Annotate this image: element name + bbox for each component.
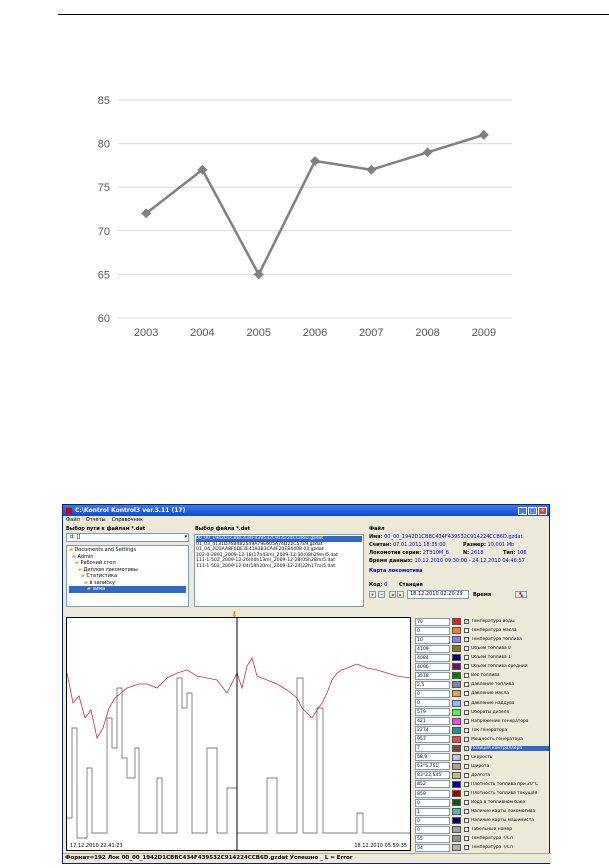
param-name: Температура масла bbox=[470, 628, 517, 634]
menu-reports[interactable]: Отчеты bbox=[85, 517, 106, 523]
param-checkbox[interactable] bbox=[464, 836, 469, 841]
data-point bbox=[479, 130, 489, 140]
param-color-swatch[interactable] bbox=[452, 618, 461, 625]
param-name: Наличие карты локомотива bbox=[470, 809, 536, 815]
param-checkbox[interactable] bbox=[464, 728, 469, 733]
cursor-time-field[interactable]: 18.12.2010 02:20:29 bbox=[407, 590, 469, 599]
param-checkbox[interactable] bbox=[464, 701, 469, 706]
param-checkbox[interactable] bbox=[464, 845, 469, 850]
param-checkbox[interactable] bbox=[464, 791, 469, 796]
param-row[interactable] bbox=[415, 816, 549, 825]
water-temperature-trace bbox=[67, 658, 410, 738]
close-button[interactable]: ✕ bbox=[538, 507, 547, 515]
x-axis-ticks bbox=[134, 327, 496, 339]
n-row: N: 2618 bbox=[463, 550, 484, 556]
param-name: Табельный номер bbox=[470, 827, 513, 833]
marker-icon[interactable]: ▚ bbox=[515, 591, 527, 598]
param-checkbox[interactable] bbox=[464, 818, 469, 823]
param-value: 58,9 bbox=[415, 753, 450, 761]
param-value: 0 bbox=[415, 799, 450, 807]
line-chart bbox=[80, 88, 520, 348]
param-color-swatch[interactable] bbox=[452, 745, 461, 752]
param-checkbox[interactable] bbox=[464, 782, 469, 787]
tree-item[interactable]: ▰ Admin bbox=[72, 553, 94, 560]
param-color-swatch[interactable] bbox=[452, 826, 461, 833]
param-name: Давление наддува bbox=[470, 700, 515, 706]
param-checkbox[interactable] bbox=[464, 719, 469, 724]
param-checkbox[interactable] bbox=[464, 673, 469, 678]
param-checkbox[interactable] bbox=[464, 773, 469, 778]
param-name: Позиция контроллера bbox=[471, 746, 549, 751]
param-name: Обороты дизеля bbox=[470, 709, 510, 715]
param-value: 70 bbox=[415, 618, 450, 626]
param-row[interactable] bbox=[415, 798, 549, 807]
title-bar bbox=[63, 505, 549, 516]
file-item[interactable]: 102-0-2891_2009-12-18(17h43m)_2009-12-30(08h29m)5.dat bbox=[196, 552, 338, 558]
file-section-label: Файл bbox=[369, 526, 385, 532]
param-color-swatch[interactable] bbox=[452, 700, 461, 707]
param-color-swatch[interactable] bbox=[452, 790, 461, 797]
param-color-swatch[interactable] bbox=[452, 844, 461, 851]
param-row[interactable] bbox=[415, 698, 549, 707]
param-value: 579 bbox=[415, 708, 450, 716]
param-checkbox[interactable] bbox=[464, 827, 469, 832]
y-tick-label: 60 bbox=[97, 313, 110, 325]
time-row: Время данных: 10.12.2010 09:30:00 - 24.12.2010 04:46:57 bbox=[369, 558, 525, 564]
param-value: 4096 bbox=[415, 663, 450, 671]
series-points bbox=[141, 130, 489, 279]
x-tick-label: 2006 bbox=[302, 327, 328, 339]
param-name: Ток генератора bbox=[470, 727, 508, 733]
x-tick-label: 2008 bbox=[415, 327, 440, 339]
param-name: Плотность топлива при 20°C bbox=[470, 781, 539, 787]
param-color-swatch[interactable] bbox=[452, 772, 461, 779]
data-point bbox=[310, 156, 320, 166]
param-checkbox[interactable]: ✓ bbox=[465, 745, 469, 751]
file-item[interactable]: 111-1-502_2009-12-04(19h20m)_2009-12-24(22h17m)5.dat bbox=[196, 563, 335, 569]
x-tick-label: 2007 bbox=[359, 327, 384, 339]
param-color-swatch[interactable] bbox=[452, 718, 461, 725]
param-row[interactable] bbox=[415, 644, 549, 653]
param-value: 957 bbox=[415, 735, 450, 743]
zoom-in-icon[interactable]: + bbox=[370, 592, 375, 597]
param-value: 1 bbox=[415, 808, 450, 816]
y-tick-label: 75 bbox=[97, 182, 110, 195]
plot-start-time: 17.12.2010 22:41:23 bbox=[70, 843, 123, 849]
param-name: Объем топлива средний bbox=[470, 664, 528, 670]
param-color-swatch[interactable] bbox=[452, 636, 461, 643]
param-value: 83°22,545' bbox=[415, 771, 450, 779]
param-checkbox[interactable] bbox=[464, 664, 469, 669]
param-value: 421 bbox=[415, 717, 450, 725]
read-row: Считан: 07.01.2011 18:35:00 bbox=[369, 542, 446, 548]
chart-grid bbox=[118, 100, 512, 318]
param-name: Температура воды bbox=[471, 619, 515, 625]
param-value: 54 bbox=[415, 844, 450, 852]
type-row: Тип: 106 bbox=[503, 550, 527, 556]
param-value: 0 bbox=[415, 826, 450, 834]
zoom-out-icon[interactable]: − bbox=[379, 592, 384, 597]
param-row[interactable] bbox=[415, 671, 549, 680]
param-color-swatch[interactable] bbox=[452, 627, 461, 634]
param-row[interactable] bbox=[415, 617, 549, 626]
param-row[interactable] bbox=[415, 843, 549, 852]
drive-value: d: [] bbox=[70, 534, 81, 540]
param-value: 0 bbox=[415, 817, 450, 825]
param-value: 53°5,751' bbox=[415, 762, 450, 770]
param-row[interactable] bbox=[415, 726, 549, 735]
param-color-swatch[interactable] bbox=[452, 727, 461, 734]
y-tick-label: 80 bbox=[97, 138, 110, 151]
param-color-swatch[interactable] bbox=[452, 663, 461, 670]
param-color-swatch[interactable] bbox=[452, 645, 461, 652]
controller-position-trace bbox=[67, 678, 410, 838]
param-value: 0 bbox=[415, 627, 450, 635]
header-rule bbox=[58, 14, 609, 15]
param-color-swatch[interactable] bbox=[452, 817, 461, 824]
cursor-marker-icon[interactable]: ⬇ bbox=[231, 610, 238, 619]
param-name: Объем топлива 1 bbox=[470, 655, 511, 661]
param-row[interactable] bbox=[415, 744, 549, 753]
param-name: Наличие карты машиниста bbox=[470, 818, 534, 824]
telemetry-svg bbox=[67, 618, 410, 850]
data-point bbox=[423, 147, 433, 157]
param-value: 2274 bbox=[415, 726, 450, 734]
telemetry-plot[interactable] bbox=[66, 610, 411, 851]
param-color-swatch[interactable] bbox=[452, 835, 461, 842]
tree-item-selected[interactable]: ▰ зима bbox=[69, 586, 186, 593]
app-icon bbox=[66, 508, 72, 514]
menu-file[interactable]: Файл bbox=[66, 517, 80, 523]
folder-tree[interactable] bbox=[66, 545, 189, 607]
param-checkbox[interactable]: ✓ bbox=[465, 619, 469, 625]
window-title: C:\Kontrol Kontrol3 ver.3.11 (17) bbox=[75, 507, 186, 514]
param-row[interactable] bbox=[415, 771, 549, 780]
param-value: 10 bbox=[415, 636, 450, 644]
tree-item[interactable]: ▰ в записку bbox=[84, 579, 115, 586]
y-tick-label: 70 bbox=[97, 225, 110, 238]
param-row[interactable] bbox=[415, 708, 549, 717]
code-row: Код: 0 bbox=[369, 582, 388, 588]
param-color-swatch[interactable] bbox=[452, 754, 461, 761]
param-value: 2,5 bbox=[415, 681, 450, 689]
param-value: 4109 bbox=[415, 645, 450, 653]
folder-icon: ▰ bbox=[72, 553, 76, 560]
param-checkbox[interactable] bbox=[464, 646, 469, 651]
prev-icon[interactable]: ◂ bbox=[389, 591, 396, 598]
param-row[interactable] bbox=[415, 834, 549, 843]
station-label: Станция bbox=[399, 582, 423, 588]
data-point bbox=[366, 165, 376, 175]
param-name: Объем топлива 0 bbox=[470, 646, 511, 652]
kontrol-window bbox=[62, 504, 550, 864]
param-color-swatch[interactable] bbox=[452, 709, 461, 716]
tree-item[interactable]: ▰ Рабочий стол bbox=[75, 560, 116, 566]
param-checkbox[interactable] bbox=[464, 655, 469, 660]
param-name: Мощность генератора bbox=[470, 736, 523, 742]
file-item[interactable]: 01_03_4131D76B4B2549A79E605A74D22C57E9.gzdat bbox=[196, 541, 323, 547]
param-row[interactable] bbox=[415, 689, 549, 698]
param-row[interactable] bbox=[415, 680, 549, 689]
param-row[interactable] bbox=[415, 753, 549, 762]
chevron-down-icon: ▾ bbox=[184, 534, 187, 540]
folder-icon: ▰ bbox=[69, 547, 73, 553]
file-list[interactable] bbox=[194, 534, 364, 607]
tree-item[interactable]: ▰ Диплом локомотивы bbox=[78, 566, 138, 573]
param-checkbox[interactable] bbox=[464, 691, 469, 696]
param-checkbox[interactable] bbox=[464, 755, 469, 760]
param-row[interactable] bbox=[415, 762, 549, 771]
param-color-swatch[interactable] bbox=[452, 763, 461, 770]
y-tick-label: 85 bbox=[97, 95, 110, 107]
x-tick-label: 2003 bbox=[133, 327, 159, 339]
param-row[interactable] bbox=[415, 662, 549, 671]
param-name: Вода в топливном баке bbox=[470, 800, 526, 806]
param-checkbox[interactable] bbox=[464, 710, 469, 715]
drive-select[interactable] bbox=[66, 533, 189, 542]
param-value: 4084 bbox=[415, 654, 450, 662]
folder-icon: ▰ bbox=[84, 579, 88, 586]
param-value: 55 bbox=[415, 835, 450, 843]
param-row[interactable] bbox=[415, 780, 549, 789]
param-name: Скорость bbox=[470, 754, 493, 760]
param-color-swatch[interactable] bbox=[452, 781, 461, 788]
param-color-swatch[interactable] bbox=[452, 681, 461, 688]
param-checkbox[interactable] bbox=[464, 628, 469, 633]
status-bar: Формат=192 Лок 00_00_1942D1CBBC434F439532C914224CCB6D.gzdat Успешно _ L = Error bbox=[63, 853, 551, 863]
param-name: Вес топлива bbox=[470, 673, 500, 679]
param-value: 0 bbox=[415, 690, 450, 698]
map-label: Карта локомотива bbox=[369, 568, 423, 574]
minimize-button[interactable]: _ bbox=[518, 507, 527, 515]
param-name: Плотность топлива текущая bbox=[470, 791, 538, 796]
folder-icon: ▰ bbox=[81, 573, 85, 579]
param-color-swatch[interactable] bbox=[452, 690, 461, 697]
param-name: Долгота bbox=[470, 772, 491, 778]
param-row[interactable] bbox=[415, 653, 549, 662]
param-row[interactable] bbox=[415, 807, 549, 816]
y-axis-ticks bbox=[98, 95, 110, 325]
param-row[interactable] bbox=[415, 789, 549, 798]
tree-item[interactable]: ▰ Documents and Settings bbox=[69, 547, 137, 553]
param-name: Широта bbox=[470, 763, 490, 769]
next-icon[interactable]: ▸ bbox=[397, 591, 404, 598]
x-tick-label: 2005 bbox=[246, 327, 271, 339]
param-name: Температура топлива bbox=[470, 637, 522, 643]
x-tick-label: 2009 bbox=[471, 327, 497, 339]
param-checkbox[interactable] bbox=[464, 764, 469, 769]
param-value: 0 bbox=[415, 699, 450, 707]
file-item-selected[interactable]: 00_00_1942D1CBBC434F439532C914224CCB6D.gzdat bbox=[196, 536, 362, 542]
param-row[interactable] bbox=[415, 626, 549, 635]
param-checkbox[interactable] bbox=[464, 809, 469, 814]
folder-icon: ▰ bbox=[75, 560, 79, 566]
param-name: Температура Т/Сп bbox=[470, 836, 513, 842]
param-name: Давление топлива bbox=[470, 682, 515, 688]
y-tick-label: 65 bbox=[97, 269, 110, 282]
param-value: 852 bbox=[415, 780, 450, 788]
param-checkbox[interactable] bbox=[464, 800, 469, 805]
parameter-list bbox=[415, 617, 549, 853]
file-item[interactable]: 111-1-502_2009-12-26(00h13m)_2009-12-28(05h28m)5.dat bbox=[196, 558, 335, 564]
x-tick-label: 2004 bbox=[190, 327, 215, 339]
param-value: 859 bbox=[415, 790, 450, 798]
param-color-swatch[interactable] bbox=[452, 736, 461, 743]
param-value: 3518 bbox=[415, 672, 450, 680]
maximize-button[interactable]: □ bbox=[528, 507, 537, 515]
folder-open-icon: ▰ bbox=[87, 586, 91, 592]
param-color-swatch[interactable] bbox=[452, 808, 461, 815]
param-checkbox[interactable] bbox=[464, 737, 469, 742]
param-name: Напряжение генератора bbox=[470, 718, 529, 724]
time-caption: Время bbox=[473, 592, 492, 598]
param-value: 7 bbox=[415, 744, 450, 752]
param-color-swatch[interactable] bbox=[452, 654, 461, 661]
size-row: Размер: 10,001 Mb bbox=[463, 542, 515, 548]
param-checkbox[interactable] bbox=[464, 637, 469, 642]
data-point bbox=[254, 269, 264, 279]
param-row[interactable] bbox=[415, 635, 549, 644]
param-name: Давление масла bbox=[470, 691, 509, 697]
series-line bbox=[146, 135, 484, 275]
param-row[interactable] bbox=[415, 735, 549, 744]
param-name: Температура Т/Сп bbox=[470, 845, 513, 851]
plot-end-time: 18.12.2010 05:59:35 bbox=[354, 843, 407, 849]
name-row: Имя: 00_00_1942D1CBBC434F439532C914224CCB6D.gzdat bbox=[369, 534, 523, 540]
folder-icon: ▰ bbox=[78, 566, 82, 573]
param-row[interactable] bbox=[415, 717, 549, 726]
param-color-swatch[interactable] bbox=[452, 799, 461, 806]
menu-reference[interactable]: Справочник bbox=[111, 517, 144, 523]
path-label: Выбор пути к файлам *.dat bbox=[66, 526, 146, 532]
file-item[interactable]: 01_04_2D3AA8F0DE3E4193B3CA4F20E84408 03.gzdat bbox=[196, 547, 324, 553]
file-label: Выбор файла *.dat bbox=[195, 526, 251, 532]
param-color-swatch[interactable] bbox=[452, 672, 461, 679]
param-checkbox[interactable] bbox=[464, 682, 469, 687]
loco-row: Локомотив серии: 2ТЭ10М_Б bbox=[369, 550, 450, 556]
param-row[interactable] bbox=[415, 825, 549, 834]
menu-bar bbox=[63, 516, 549, 524]
tree-item[interactable]: ▰ Статистика bbox=[81, 573, 118, 579]
